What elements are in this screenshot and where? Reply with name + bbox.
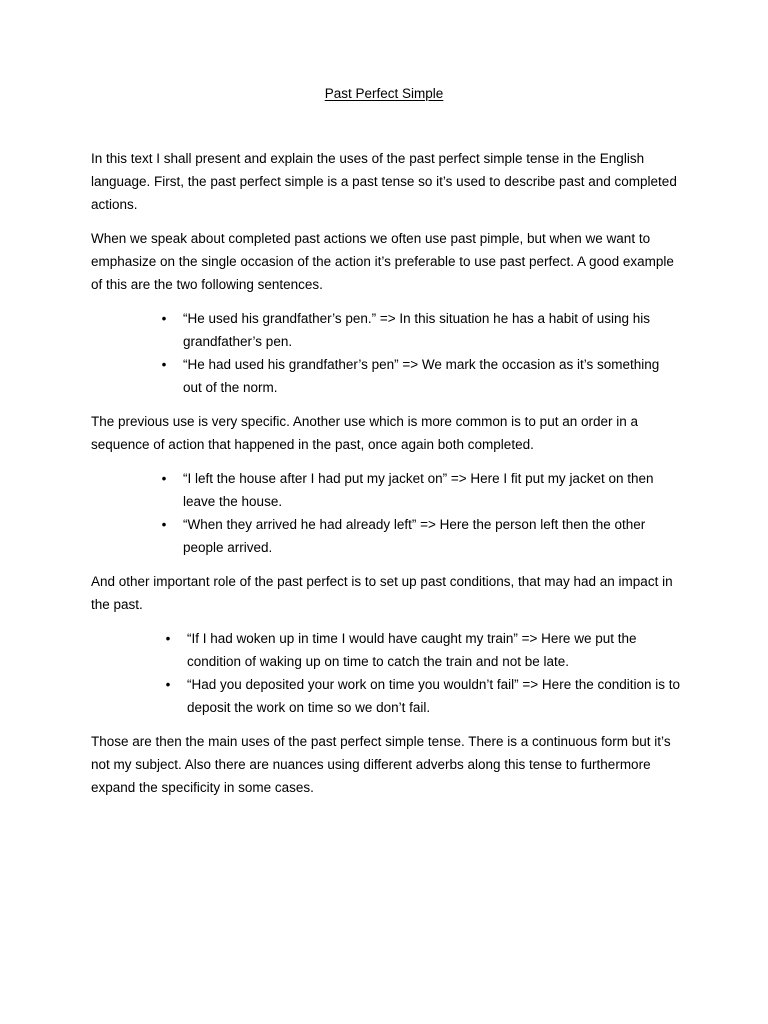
list-item	[161, 307, 681, 353]
paragraph-conditions: And other important role of the past perfect is to set up past conditions, that may had an impact in the past.	[91, 574, 673, 612]
list-item	[161, 513, 681, 559]
document-title	[0, 85, 768, 103]
list-item-text: “I left the house after I had put my jacket on” => Here I fit put my jacket on then leave the house.	[183, 471, 654, 509]
paragraph-conclusion: Those are then the main uses of the past perfect simple tense. There is a continuous form but it’s not my subject. Also there are nuances using different adverbs along this tense to furthermore expand the specificity in some cases.	[91, 734, 671, 795]
paragraph-single-occasion: When we speak about completed past actions we often use past pimple, but when we want to emphasize on the single occasion of the action it’s preferable to use past perfect. A good example of this are the two following sentences.	[91, 231, 674, 292]
list-item	[165, 673, 681, 719]
list-item	[161, 467, 681, 513]
list-item-text: “Had you deposited your work on time you wouldn’t fail” => Here the condition is to deposit the work on time so we don’t fail.	[187, 677, 681, 715]
bullet-icon: •	[161, 357, 167, 372]
list-item-text: “He had used his grandfather’s pen” => We mark the occasion as it’s something out of the norm.	[183, 357, 660, 395]
example-list-3	[91, 627, 681, 719]
bullet-icon: •	[165, 677, 171, 692]
list-item-text: “He used his grandfather’s pen.” => In this situation he has a habit of using his grandfather’s pen.	[183, 311, 651, 349]
list-item-text: “When they arrived he had already left” => Here the person left then the other people arrived.	[183, 517, 646, 555]
bullet-icon: •	[165, 631, 171, 646]
bullet-icon: •	[161, 311, 167, 326]
list-item	[165, 627, 681, 673]
bullet-icon: •	[161, 471, 167, 486]
list-item	[161, 353, 681, 399]
paragraph-intro: In this text I shall present and explain the uses of the past perfect simple tense in the English language. First, the past perfect simple is a past tense so it’s used to describe past and completed actions.	[91, 151, 677, 212]
list-item-text: “If I had woken up in time I would have caught my train” => Here we put the condition of waking up on time to catch the train and not be late.	[187, 631, 637, 669]
bullet-icon: •	[161, 517, 167, 532]
example-list-2	[91, 467, 681, 559]
example-list-1	[91, 307, 681, 399]
paragraph-sequence: The previous use is very specific. Another use which is more common is to put an order in a sequence of action that happened in the past, once again both completed.	[91, 414, 639, 452]
document-title-text: Past Perfect Simple	[324, 86, 444, 101]
document-body	[91, 147, 681, 810]
